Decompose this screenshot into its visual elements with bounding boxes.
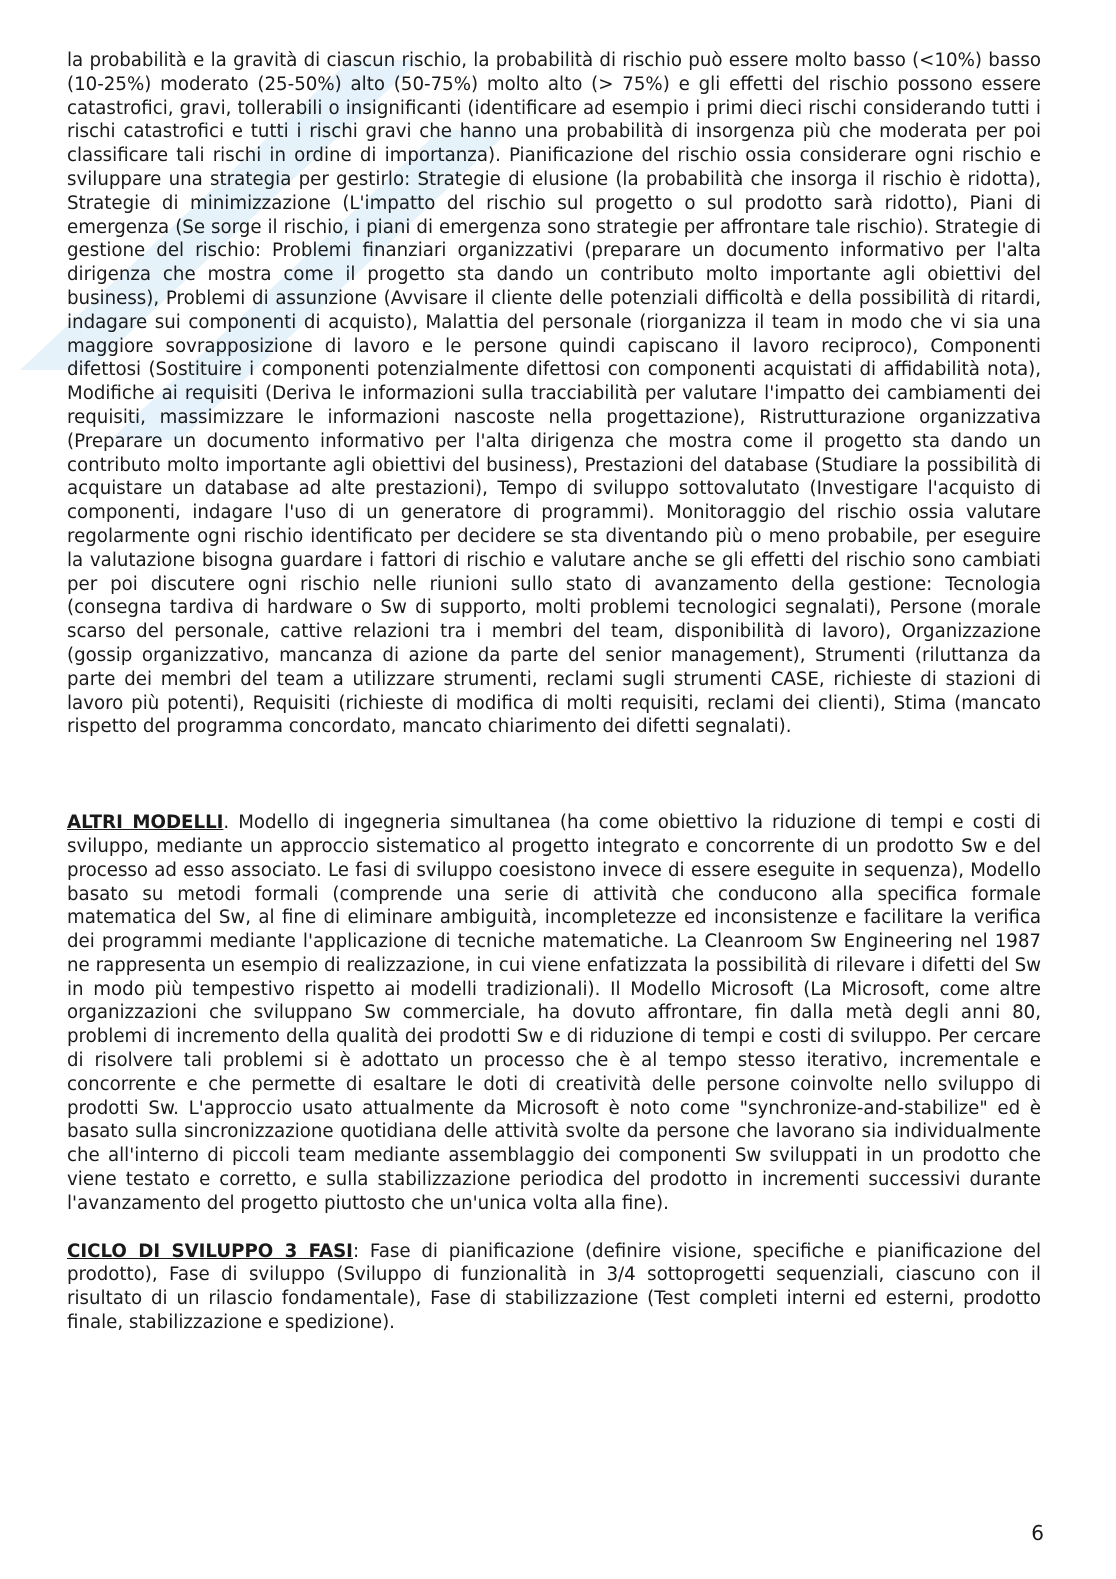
- document-body: [67, 49, 1041, 1335]
- paragraph-altri-modelli: [67, 811, 1041, 1216]
- paragraph-risk-management: la probabilità e la gravità di ciascun rischio, la probabilità di rischio può essere molto basso (<10%) basso (10-25%) moderato (25-50%) alto (50-75%) molto alto (> 75%) e gli effetti del rischio possono essere catastrofici, gravi, tollerabili o insignificanti (identificare ad esempio i primi dieci rischi considerando tutti i rischi catastrofici e tutti i rischi gravi che hanno una probabilità di insorgenza più che moderata per poi classificare tali rischi in ordine di importanza). Pianificazione del rischio ossia considerare ogni rischio e sviluppare una strategia per gestirlo: Strategie di elusione (la probabilità che insorga il rischio è ridotta), Strategie di minimizzazione (L'impatto del rischio sul progetto o sul prodotto sarà ridotto), Piani di emergenza (Se sorge il rischio, i piani di emergenza sono strategie per affrontare tale rischio). Strategie di gestione del rischio: Problemi finanziari organizzativi (preparare un documento informativo per l'alta dirigenza che mostra come il progetto sta dando un contributo molto importante agli obiettivi del business), Problemi di assunzione (Avvisare il cliente delle potenziali difficoltà e della possibilità di ritardi, indagare sui componenti di acquisto), Malattia del personale (riorganizza il team in modo che vi sia una maggiore sovrapposizione di lavoro e le persone quindi capiscano il lavoro reciproco), Componenti difettosi (Sostituire i componenti potenzialmente difettosi con componenti acquistati di affidabilità nota), Modifiche ai requisiti (Deriva le informazioni sulla tracciabilità per valutare l'impatto dei cambiamenti dei requisiti, massimizzare le informazioni nascoste nella progettazione), Ristrutturazione organizzativa (Preparare un documento informativo per l'alta dirigenza che mostra come il progetto sta dando un contributo molto importante agli obiettivi del business), Prestazioni del database (Studiare la possibilità di acquistare un database ad alte prestazioni), Tempo di sviluppo sottovalutato (Investigare l'acquisto di componenti, indagare l'uso di un generatore di programmi). Monitoraggio del rischio ossia valutare regolarmente ogni rischio identificato per decidere se sta diventando più o meno probabile, per eseguire la valutazione bisogna guardare i fattori di rischio e valutare anche se gli effetti del rischio sono cambiati per poi discutere ogni rischio nelle riunioni sullo stato di avanzamento della gestione: Tecnologia (consegna tardiva di hardware o Sw di supporto, molti problemi tecnologici segnalati), Persone (morale scarso del personale, cattive relazioni tra i membri del team, disponibilità di lavoro), Organizzazione (gossip organizzativo, mancanza di azione da parte del senior management), Strumenti (riluttanza da parte dei membri del team a utilizzare strumenti, reclami sugli strumenti CASE, richieste di stazioni di lavoro più potenti), Requisiti (richieste di modifica di molti requisiti, reclami dei clienti), Stima (mancato rispetto del programma concordato, mancato chiarimento dei difetti segnalati).: [67, 50, 1041, 738]
- altri-modelli-text: . Modello di ingegneria simultanea (ha come obiettivo la riduzione di tempi e costi di sviluppo, mediante un approccio sistematico al progetto integrato e concorrente di un prodotto Sw e del processo ad esso associato. Le fasi di sviluppo coesistono invece di essere eseguite in sequenza), Modello basato su metodi formali (comprende una serie di attività che conducono alla specifica formale matematica del Sw, al fine di eliminare ambiguità, incompletezze ed inconsistenze e facilitare la verifica dei programmi mediante l'applicazione di tecniche matematiche. La Cleanroom Sw Engineering nel 1987 ne rappresenta un esempio di realizzazione, in cui viene enfatizzata la possibilità di rilevare i difetti del Sw in modo più tempestivo rispetto ai modelli tradizionali). Il Modello Microsoft (La Microsoft, come altre organizzazioni che sviluppano Sw commerciale, ha dovuto affrontare, fin dalla metà degli anni 80, problemi di incremento della qualità dei prodotti Sw e di riduzione di tempi e costi di sviluppo. Per cercare di risolvere tali problemi si è adottato un processo che è al tempo stesso iterativo, incrementale e concorrente e che permette di esaltare le doti di creatività delle persone coinvolte nello sviluppo di prodotti Sw. L'approccio usato attualmente da Microsoft è noto come "synchronize-and-stabilize" ed è basato sulla sincronizzazione quotidiana delle attività svolte da persone che lavorano sia individualmente che all'interno di piccoli team mediante assemblaggio dei componenti Sw sviluppati in un prodotto che viene testato e corretto, e sulla stabilizzazione periodica del prodotto in incrementi successivi durante l'avanzamento del progetto piuttosto che un'unica volta alla fine).: [67, 812, 1041, 1214]
- page-number: 6: [1031, 1521, 1044, 1545]
- paragraph-ciclo-sviluppo: [67, 1240, 1041, 1335]
- section-heading-altri-modelli: ALTRI MODELLI: [67, 812, 224, 834]
- section-heading-ciclo-sviluppo: CICLO DI SVILUPPO 3 FASI: [67, 1240, 353, 1262]
- ciclo-sviluppo-text: : Fase di pianificazione (definire visione, specifiche e pianificazione del prodotto), Fase di sviluppo (Sviluppo di funzionalità in 3/4 sottoprogetti sequenziali, ciascuno con il risultato di un rilascio fondamentale), Fase di stabilizzazione (Test completi interni ed esterni, prodotto finale, stabilizzazione e spedizione).: [67, 1240, 1041, 1334]
